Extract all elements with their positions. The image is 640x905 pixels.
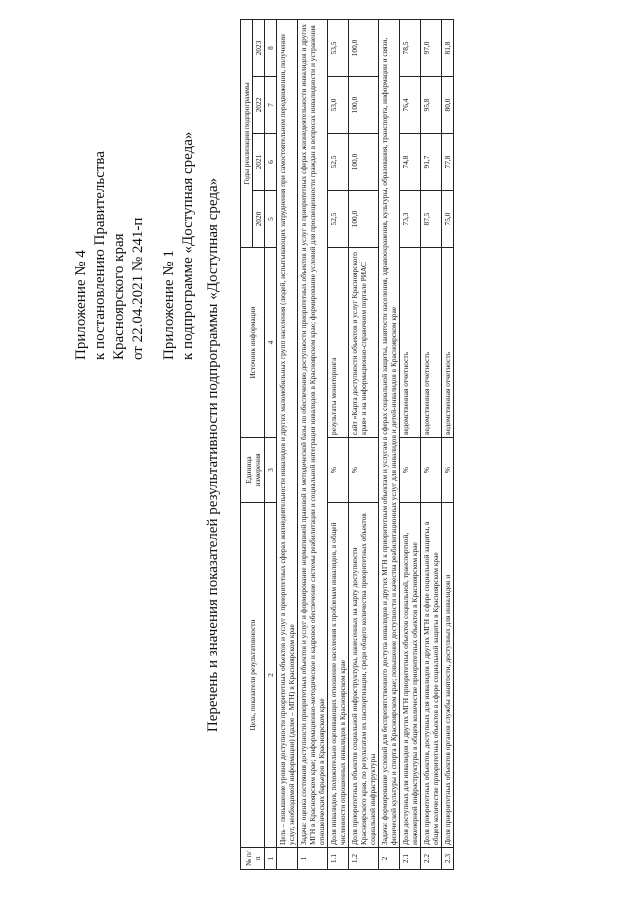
task-text: Задача: формирование условий для беспрепятственного доступа инвалидов и других МГН к приоритетным объектам и услугам в сферах социальной защиты, занятости населения, здравоохранения, культуры, образования, транспорта, информации и связи, физической культуры и спорта в Красноярском крае; повышение доступности и качества реабилитационных услуг для инвалидов и детей-инвалидов в Красноярском крае — [379, 19, 400, 847]
header-source: Источник информации — [241, 248, 265, 438]
column-numbers-row — [265, 19, 277, 869]
row-unit: % — [421, 438, 442, 503]
row-unit: % — [349, 438, 379, 503]
annex-line: от 22.04.2021 № 241-п — [130, 217, 146, 360]
row-value: 100,0 — [349, 77, 379, 134]
row-value: 80,0 — [442, 77, 454, 134]
goal-text: Цель – повышение уровня доступности приоритетных объектов и услуг в приоритетных сферах жизнедеятельности инвалидов и других маломобильных групп населения (людей, испытывающих затруднения при самостоятельном передвижении, получении услуг, необходимой информации) (далее – МГН) в Красноярском крае — [277, 19, 298, 847]
annex-line: к подпрограмме «Доступная среда» — [180, 131, 196, 360]
header-unit: Единица измерения — [241, 438, 265, 503]
row-source: ведомственная отчетность — [400, 248, 421, 438]
row-num: 2.3 — [442, 848, 454, 870]
row-value: 73,3 — [400, 191, 421, 248]
row-value: 75,0 — [442, 191, 454, 248]
annex-line: к постановлению Правительства — [92, 151, 108, 360]
col-number: 1 — [265, 848, 277, 870]
row-value: 77,8 — [442, 134, 454, 191]
row-text: Доля приоритетных объектов социальной инфраструктуры, нанесенных на карту доступности Красноярского края, по результатам их паспортизации, среди общего количества приоритетных объектов социальной инфраструктуры — [349, 503, 379, 848]
table-row — [400, 19, 421, 869]
task-text: Задача: оценка состояния доступности приоритетных объектов и услуг и формирование нормативной правовой и методической базы по обеспечению доступности приоритетных объектов и услуг в приоритетных сферах жизнедеятельности инвалидов и других МГН в Красноярском крае; информационно-методическое и кадровое обеспечение системы реабилитации и социальной интеграции инвалидов в Красноярском крае; формирование условий для просвещенности граждан в вопросах инвалидности и устранения отношенческих барьеров в Красноярском крае — [298, 19, 328, 847]
row-num: 2.1 — [400, 848, 421, 870]
header-year: 2023 — [253, 19, 265, 76]
indicators-table — [240, 19, 454, 870]
col-number: 7 — [265, 77, 277, 134]
row-value: 53,5 — [328, 19, 349, 76]
row-value: 91,7 — [421, 134, 442, 191]
annex-line: Приложение № 4 — [73, 250, 89, 360]
annex-subheader — [160, 60, 198, 360]
row-source: результаты мониторинга — [328, 248, 349, 438]
row-value: 74,8 — [400, 134, 421, 191]
goal-num-cell — [277, 848, 298, 870]
document-title: Перечень и значения показателей результативности подпрограммы «Доступная среда» — [205, 177, 221, 733]
row-value: 78,5 — [400, 19, 421, 76]
goal-row — [277, 19, 298, 869]
header-row — [241, 19, 253, 869]
table-row — [421, 19, 442, 869]
annex-header — [72, 60, 148, 360]
table-row — [442, 19, 454, 869]
row-value: 81,8 — [442, 19, 454, 76]
row-num: 2.2 — [421, 848, 442, 870]
row-value: 52,5 — [328, 134, 349, 191]
annex-line: Приложение № 1 — [161, 250, 177, 360]
task-row — [298, 19, 328, 869]
header-years-group: Годы реализации подпрограммы — [241, 19, 253, 247]
row-text: Доля приоритетных объектов органов службы занятости, доступных для инвалидов и — [442, 503, 454, 848]
row-source: сайт «Карта доступности объектов и услуг Красноярского края» и на информационно-справочном портале РИАС — [349, 248, 379, 438]
row-text: Доля доступных для инвалидов и других МГН приоритетных объектов социальной, транспортной, инженерной инфраструктуры в общем количестве приоритетных объектов в Красноярском крае — [400, 503, 421, 848]
row-source: ведомственная отчетность — [421, 248, 442, 438]
row-unit: % — [400, 438, 421, 503]
table-row — [328, 19, 349, 869]
row-value: 95,8 — [421, 77, 442, 134]
row-unit: % — [442, 438, 454, 503]
col-number: 5 — [265, 191, 277, 248]
row-text: Доля приоритетных объектов, доступных для инвалидов и других МГН в сфере социальной защиты, в общем количестве приоритетных объектов в сфере социальной защиты в Красноярском крае — [421, 503, 442, 848]
header-year: 2022 — [253, 77, 265, 134]
task-num: 2 — [379, 848, 400, 870]
row-value: 100,0 — [349, 191, 379, 248]
row-value: 76,4 — [400, 77, 421, 134]
header-year: 2020 — [253, 191, 265, 248]
col-number: 4 — [265, 248, 277, 438]
table-row — [349, 19, 379, 869]
header-goal: Цель, показатели результативности — [241, 503, 265, 848]
row-value: 97,0 — [421, 19, 442, 76]
row-num: 1.2 — [349, 848, 379, 870]
col-number: 3 — [265, 438, 277, 503]
row-value: 87,5 — [421, 191, 442, 248]
header-year: 2021 — [253, 134, 265, 191]
row-value: 53,0 — [328, 77, 349, 134]
header-num: № п/п — [241, 848, 265, 870]
col-number: 6 — [265, 134, 277, 191]
row-num: 1.1 — [328, 848, 349, 870]
task-row — [379, 19, 400, 869]
task-num: 1 — [298, 848, 328, 870]
col-number: 8 — [265, 19, 277, 76]
row-text: Доля инвалидов, положительно оценивающих отношение населения к проблемам инвалидов, в общей численности опрошенных инвалидов в Красноярском крае — [328, 503, 349, 848]
row-unit: % — [328, 438, 349, 503]
row-value: 100,0 — [349, 19, 379, 76]
annex-line: Красноярского края — [111, 233, 127, 360]
row-source: ведомственная отчетность — [442, 248, 454, 438]
row-value: 100,0 — [349, 134, 379, 191]
col-number: 2 — [265, 503, 277, 848]
row-value: 52,5 — [328, 191, 349, 248]
